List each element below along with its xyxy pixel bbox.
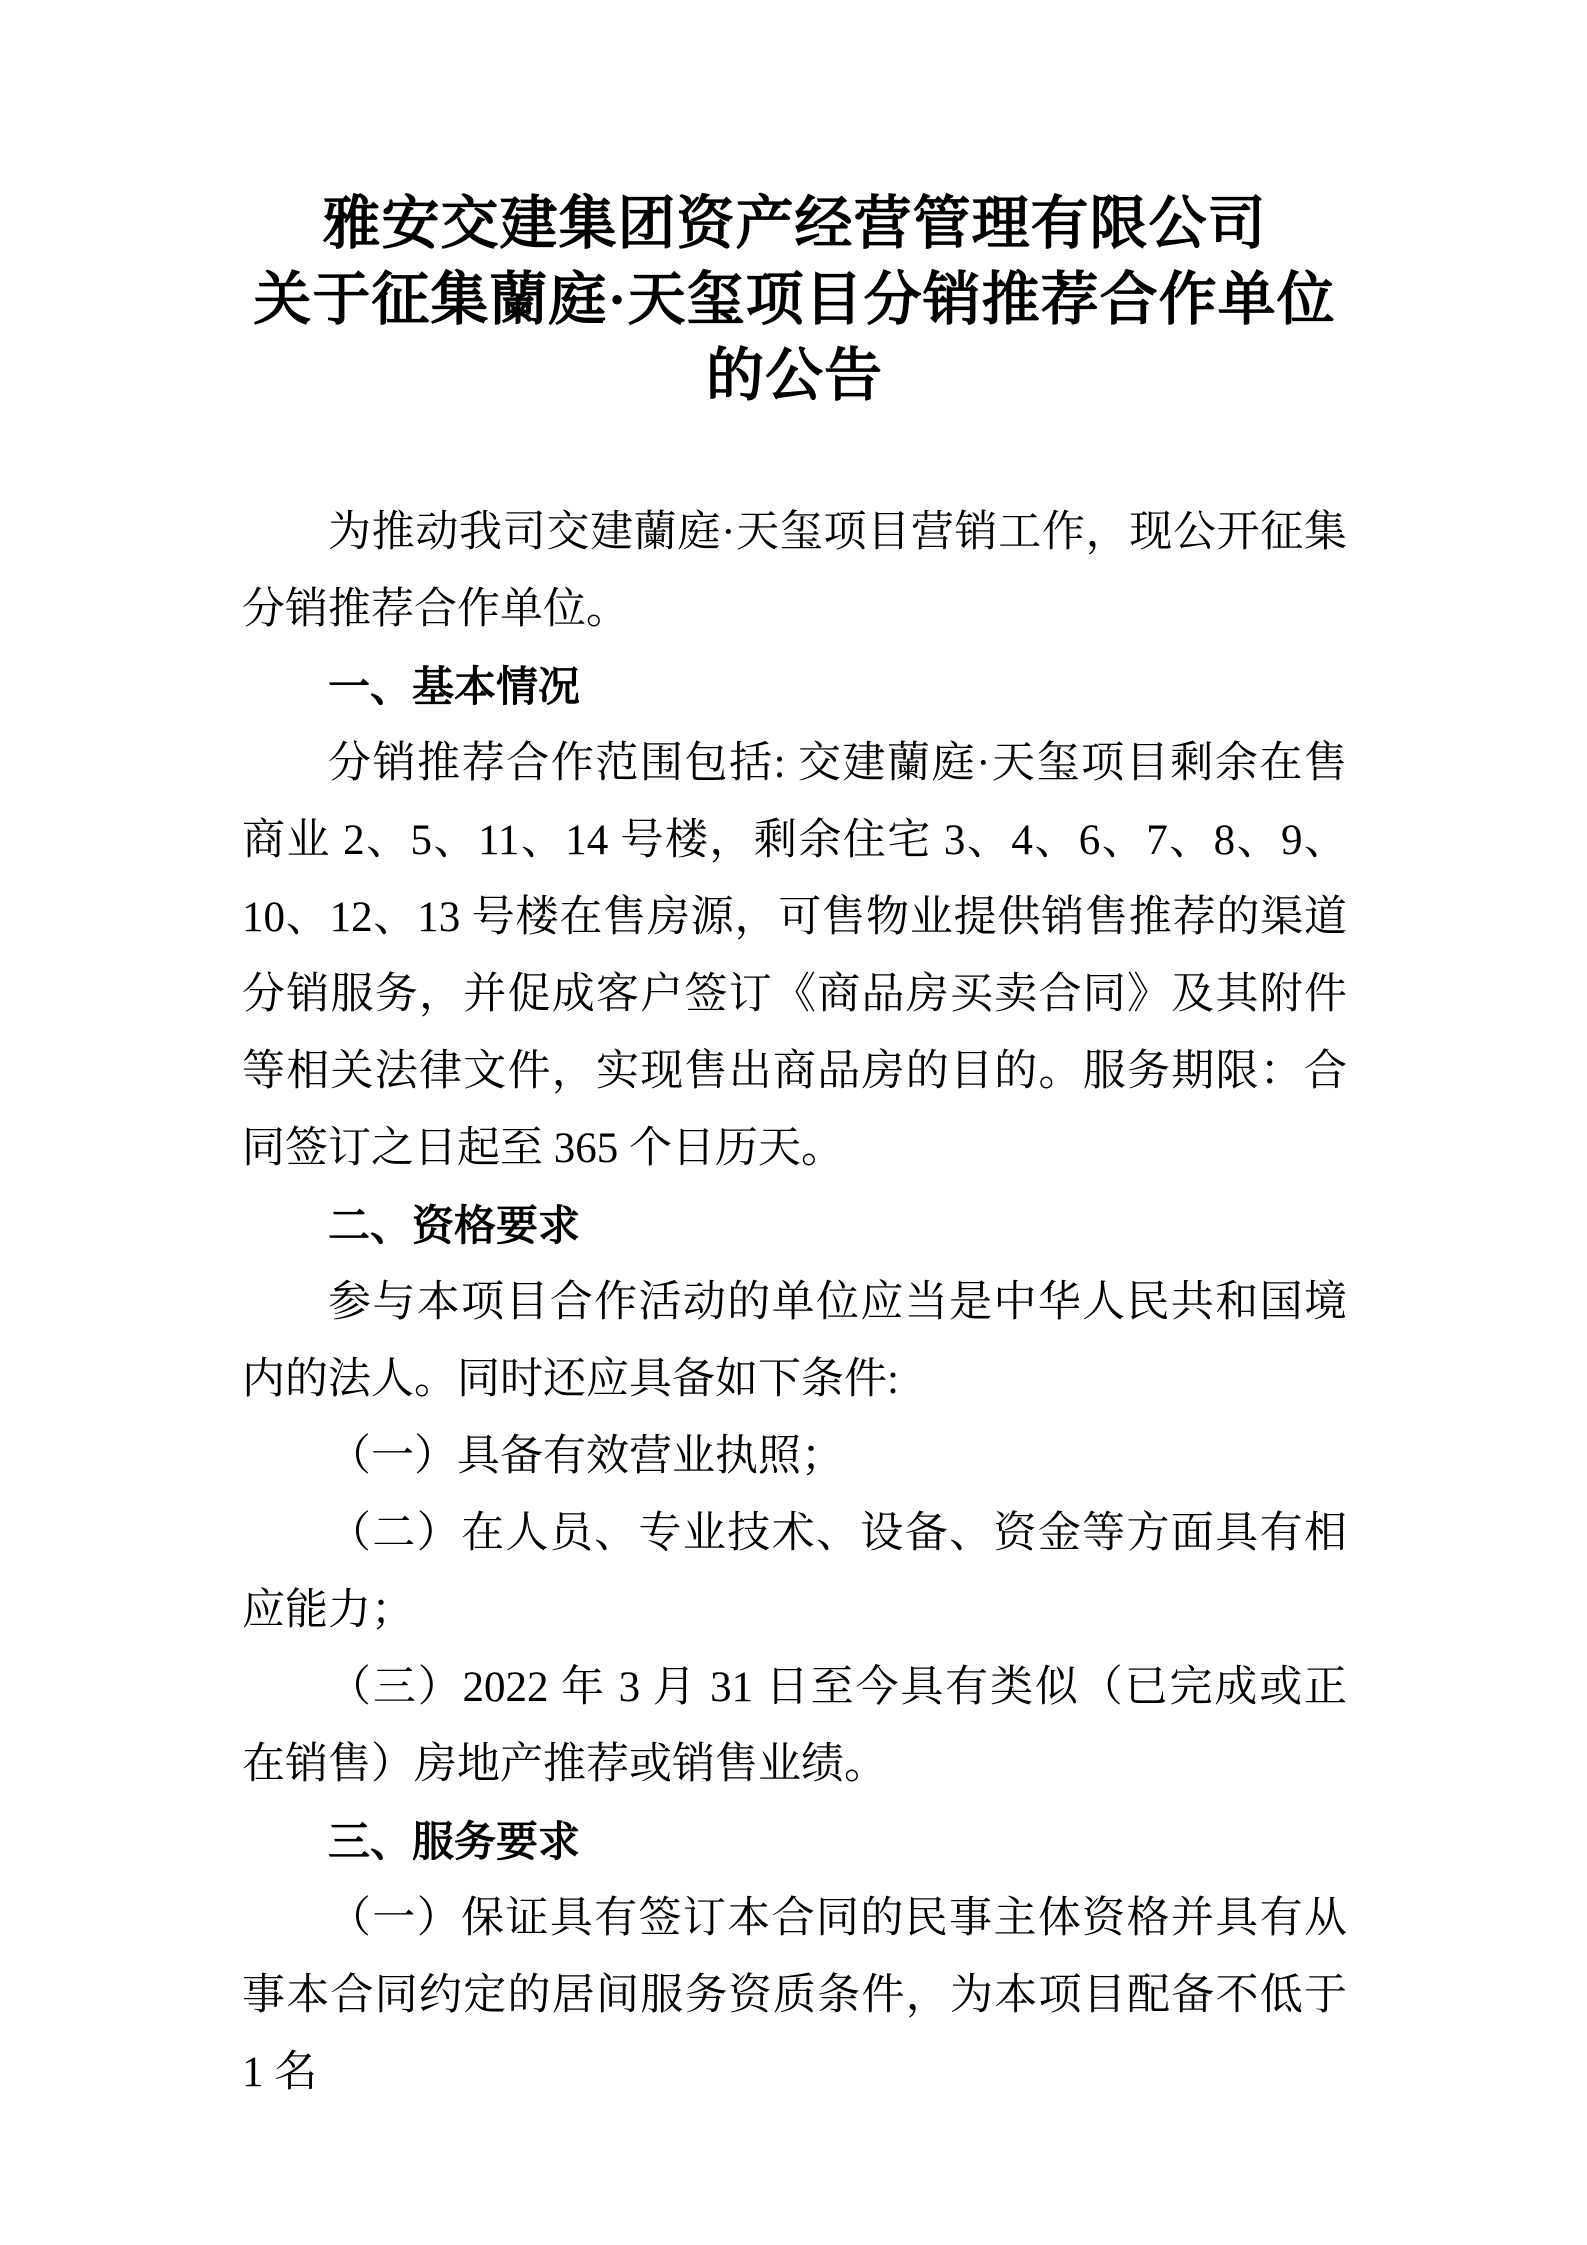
- scope-paragraph: 分销推荐合作范围包括: 交建蘭庭·天玺项目剩余在售商业 2、5、11、14 号楼，剩余住宅 3、4、6、7、8、9、10、12、13 号楼在售房源，可售物业提供销售推荐的渠道分销服务，并促成客户签订《商品房买卖合同》及其附件等相关法律文件，实现售出商品房的目的。服务期限：合同签订之日起至 365 个日历天。: [242, 740, 1347, 1172]
- document-body: [242, 494, 1347, 2111]
- section-heading-qualifications: 二、资格要求: [328, 1202, 581, 1249]
- document-title: [228, 186, 1361, 414]
- qualification-intro-paragraph: 参与本项目合作活动的单位应当是中华人民共和国境内的法人。同时还应具备如下条件:: [242, 1279, 1347, 1403]
- service-requirement-item-1: （一）保证具有签订本合同的民事主体资格并具有从事本合同约定的居间服务资质条件，为本项目配备不低于 1 名: [242, 1895, 1347, 2096]
- title-line-2: 关于征集蘭庭·天玺项目分销推荐合作单位: [253, 267, 1336, 332]
- title-line-1: 雅安交建集团资产经营管理有限公司: [322, 191, 1267, 256]
- qualification-item-2: （二）在人员、专业技术、设备、资金等方面具有相应能力；: [242, 1510, 1347, 1634]
- qualification-item-1: （一）具备有效营业执照；: [328, 1433, 844, 1480]
- qualification-item-3: （三）2022 年 3 月 31 日至今具有类似（已完成或正在销售）房地产推荐或销售业绩。: [242, 1664, 1347, 1788]
- section-heading-service-requirements: 三、服务要求: [328, 1818, 581, 1865]
- intro-paragraph: 为推动我司交建蘭庭·天玺项目营销工作，现公开征集分销推荐合作单位。: [242, 509, 1347, 633]
- section-heading-basic-info: 一、基本情况: [328, 663, 581, 710]
- title-line-3: 的公告: [705, 343, 883, 408]
